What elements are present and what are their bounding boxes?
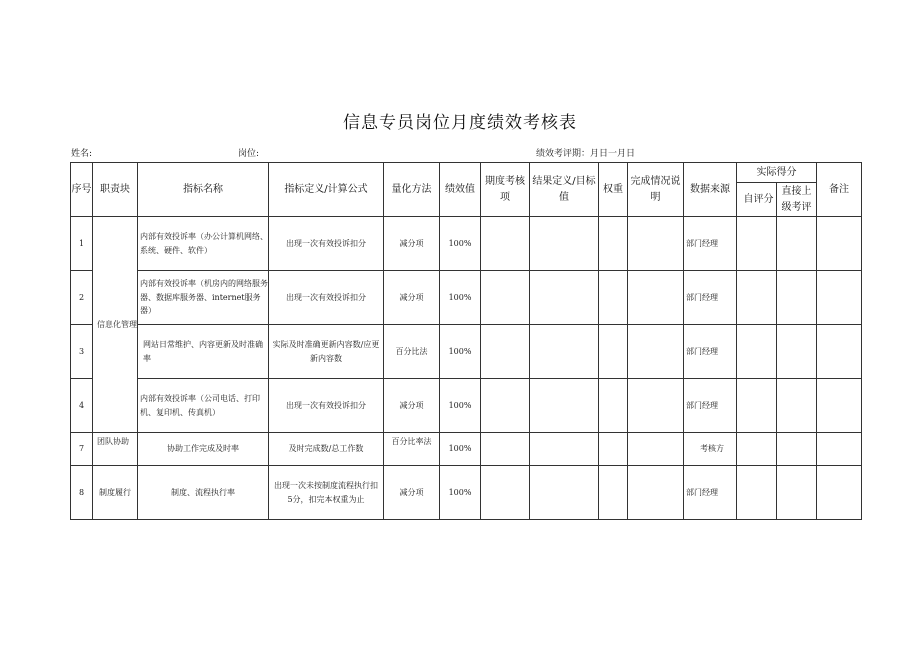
cell-superior-score[interactable]: [777, 217, 817, 271]
header-weight: 权重: [599, 163, 628, 217]
cell-indicator: 内部有效投诉率（机房内的网络服务器、数据库服务器、internet服务器）: [138, 271, 269, 325]
cell-remarks[interactable]: [817, 271, 862, 325]
cell-source: 部门经理: [684, 217, 737, 271]
cell-result-def[interactable]: [530, 466, 599, 520]
cell-result-def[interactable]: [530, 325, 599, 379]
header-completion: 完成情况说明: [628, 163, 684, 217]
cell-definition: 及时完成数/总工作数: [269, 433, 384, 466]
table-row: [71, 379, 862, 433]
cell-duty: 制度履行: [93, 466, 138, 520]
cell-seq: 3: [71, 325, 93, 379]
cell-period-target[interactable]: [481, 379, 530, 433]
cell-seq: 4: [71, 379, 93, 433]
cell-performance: 100%: [440, 217, 481, 271]
cell-result-def[interactable]: [530, 217, 599, 271]
table-row: [71, 433, 862, 466]
cell-weight[interactable]: [599, 379, 628, 433]
cell-period-target[interactable]: [481, 433, 530, 466]
cell-period-target[interactable]: [481, 325, 530, 379]
cell-method: 减分项: [384, 466, 440, 520]
cell-method: 减分项: [384, 379, 440, 433]
header-remarks: 备注: [817, 163, 862, 217]
assessment-table: [70, 162, 862, 520]
cell-superior-score[interactable]: [777, 379, 817, 433]
cell-definition: 出现一次有效投诉扣分: [269, 379, 384, 433]
cell-performance: 100%: [440, 325, 481, 379]
cell-completion[interactable]: [628, 271, 684, 325]
table-row: [71, 466, 862, 520]
cell-duty: 团队协助: [93, 433, 138, 466]
cell-superior-score[interactable]: [777, 466, 817, 520]
cell-self-score[interactable]: [737, 379, 777, 433]
cell-remarks[interactable]: [817, 217, 862, 271]
header-method: 量化方法: [384, 163, 440, 217]
cell-superior-score[interactable]: [777, 433, 817, 466]
header-definition: 指标定义/计算公式: [269, 163, 384, 217]
cell-remarks[interactable]: [817, 379, 862, 433]
cell-period-target[interactable]: [481, 466, 530, 520]
cell-remarks[interactable]: [817, 325, 862, 379]
header-source: 数据来源: [684, 163, 737, 217]
cell-weight[interactable]: [599, 466, 628, 520]
header-performance: 绩效值: [440, 163, 481, 217]
cell-performance: 100%: [440, 433, 481, 466]
header-row: [71, 163, 862, 183]
table-row: [71, 271, 862, 325]
cell-source: 部门经理: [684, 271, 737, 325]
cell-indicator: 内部有效投诉率（公司电话、打印机、复印机、传真机）: [138, 379, 269, 433]
cell-result-def[interactable]: [530, 379, 599, 433]
cell-definition: 实际及时准确更新内容数/应更新内容数: [269, 325, 384, 379]
cell-period-target[interactable]: [481, 271, 530, 325]
cell-method: 百分比率法: [384, 433, 440, 466]
cell-period-target[interactable]: [481, 217, 530, 271]
cell-definition: 出现一次有效投诉扣分: [269, 217, 384, 271]
period-label: 绩效考评期：月日一月日: [536, 149, 636, 159]
cell-superior-score[interactable]: [777, 271, 817, 325]
cell-source: 考核方: [684, 433, 737, 466]
cell-definition: 出现一次有效投诉扣分: [269, 271, 384, 325]
cell-seq: 1: [71, 217, 93, 271]
header-self-score: 自评分: [737, 183, 777, 217]
table-row: [71, 217, 862, 271]
cell-completion[interactable]: [628, 379, 684, 433]
header-result-def: 结果定义/目标值: [530, 163, 599, 217]
header-indicator: 指标名称: [138, 163, 269, 217]
cell-completion[interactable]: [628, 217, 684, 271]
cell-method: 减分项: [384, 217, 440, 271]
cell-weight[interactable]: [599, 217, 628, 271]
cell-seq: 2: [71, 271, 93, 325]
cell-weight[interactable]: [599, 433, 628, 466]
page-title: 信息专员岗位月度绩效考核表: [343, 113, 577, 133]
header-actual-score: 实际得分: [737, 163, 817, 183]
cell-result-def[interactable]: [530, 433, 599, 466]
cell-superior-score[interactable]: [777, 325, 817, 379]
cell-self-score[interactable]: [737, 325, 777, 379]
cell-method: 百分比法: [384, 325, 440, 379]
header-seq: 序号: [71, 163, 93, 217]
cell-seq: 7: [71, 433, 93, 466]
duty-label: 信息化管理: [97, 319, 137, 329]
cell-source: 部门经理: [684, 379, 737, 433]
cell-self-score[interactable]: [737, 271, 777, 325]
cell-definition: 出现一次未按制度流程执行扣5分，扣完本权重为止: [269, 466, 384, 520]
cell-performance: 100%: [440, 271, 481, 325]
cell-method: 减分项: [384, 271, 440, 325]
cell-indicator: 制度、流程执行率: [138, 466, 269, 520]
cell-duty-merged: [93, 217, 138, 433]
cell-self-score[interactable]: [737, 433, 777, 466]
header-duty: 职责块: [93, 163, 138, 217]
table-row: [71, 325, 862, 379]
cell-weight[interactable]: [599, 271, 628, 325]
cell-completion[interactable]: [628, 325, 684, 379]
cell-indicator: 内部有效投诉率（办公计算机网络、系统、硬件、软件）: [138, 217, 269, 271]
cell-completion[interactable]: [628, 466, 684, 520]
cell-source: 部门经理: [684, 466, 737, 520]
cell-completion[interactable]: [628, 433, 684, 466]
name-label: 姓名:: [71, 149, 93, 159]
cell-self-score[interactable]: [737, 466, 777, 520]
post-label: 岗位:: [238, 149, 260, 159]
cell-result-def[interactable]: [530, 271, 599, 325]
cell-remarks[interactable]: [817, 466, 862, 520]
cell-indicator: 协助工作完成及时率: [138, 433, 269, 466]
cell-remarks[interactable]: [817, 433, 862, 466]
cell-performance: 100%: [440, 379, 481, 433]
cell-source: 部门经理: [684, 325, 737, 379]
cell-self-score[interactable]: [737, 217, 777, 271]
cell-performance: 100%: [440, 466, 481, 520]
cell-indicator: 网站日常维护、内容更新及时准确率: [138, 325, 269, 379]
header-period-target: 期度考核项: [481, 163, 530, 217]
header-superior-score: 直接上级考评: [777, 183, 817, 217]
cell-seq: 8: [71, 466, 93, 520]
cell-weight[interactable]: [599, 325, 628, 379]
